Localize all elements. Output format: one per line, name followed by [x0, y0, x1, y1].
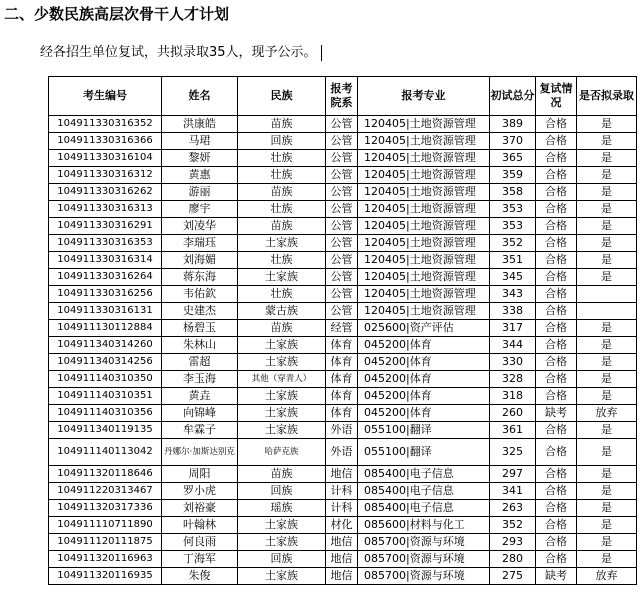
cell-score: 345 — [490, 269, 536, 286]
cell-retest: 合格 — [536, 201, 577, 218]
cell-name: 周阳 — [162, 466, 238, 483]
cell-department: 地信 — [326, 534, 358, 551]
table-row — [49, 439, 637, 466]
cell-admitted: 是 — [577, 116, 637, 133]
cell-department: 外语 — [326, 422, 358, 439]
cell-name: 丹娜尔·加斯达别克 — [162, 439, 238, 466]
table-row — [49, 150, 637, 167]
cell-ethnicity: 土家族 — [238, 235, 326, 252]
cell-retest: 合格 — [536, 235, 577, 252]
cell-score: 361 — [490, 422, 536, 439]
cell-major: 085700|资源与环境 — [358, 551, 490, 568]
table-row — [49, 167, 637, 184]
cell-department: 公管 — [326, 167, 358, 184]
table-row — [49, 133, 637, 150]
cell-id: 104911330316353 — [49, 235, 162, 252]
cell-ethnicity: 土家族 — [238, 337, 326, 354]
cell-ethnicity: 蒙古族 — [238, 303, 326, 320]
cell-admitted: 是 — [577, 235, 637, 252]
table-body — [49, 116, 637, 585]
cell-score: 352 — [490, 517, 536, 534]
cell-retest: 合格 — [536, 218, 577, 235]
cell-major: 120405|土地资源管理 — [358, 269, 490, 286]
cell-major: 120405|土地资源管理 — [358, 218, 490, 235]
cell-department: 公管 — [326, 116, 358, 133]
cell-department: 公管 — [326, 150, 358, 167]
cell-major: 120405|土地资源管理 — [358, 201, 490, 218]
cell-id: 104911330316264 — [49, 269, 162, 286]
cell-admitted: 是 — [577, 337, 637, 354]
cell-id: 104911320116963 — [49, 551, 162, 568]
table-row — [49, 517, 637, 534]
cell-admitted: 是 — [577, 534, 637, 551]
cell-admitted: 是 — [577, 517, 637, 534]
cell-name: 朱俊 — [162, 568, 238, 585]
cell-name: 韦佑欽 — [162, 286, 238, 303]
cell-department: 公管 — [326, 201, 358, 218]
cell-major: 055100|翻译 — [358, 439, 490, 466]
cell-score: 358 — [490, 184, 536, 201]
cell-name: 罗小虎 — [162, 483, 238, 500]
table-row — [49, 201, 637, 218]
cell-admitted: 是 — [577, 133, 637, 150]
cell-id: 104911140310351 — [49, 388, 162, 405]
table-row — [49, 218, 637, 235]
notice-line — [40, 44, 322, 62]
cell-ethnicity: 土家族 — [238, 534, 326, 551]
header-admitted: 是否拟录取 — [577, 77, 637, 116]
cell-id: 104911320116935 — [49, 568, 162, 585]
cell-score: 263 — [490, 500, 536, 517]
cell-id: 104911330316131 — [49, 303, 162, 320]
cell-score: 328 — [490, 371, 536, 388]
cell-id: 104911340314260 — [49, 337, 162, 354]
table-row — [49, 303, 637, 320]
cell-department: 体育 — [326, 337, 358, 354]
cell-department: 地信 — [326, 551, 358, 568]
cell-name: 马珺 — [162, 133, 238, 150]
cell-department: 地信 — [326, 568, 358, 585]
cell-retest: 合格 — [536, 466, 577, 483]
cell-id: 104911330316314 — [49, 252, 162, 269]
cell-ethnicity: 土家族 — [238, 354, 326, 371]
cell-major: 085400|电子信息 — [358, 500, 490, 517]
table-row — [49, 534, 637, 551]
cell-score: 317 — [490, 320, 536, 337]
cell-name: 黄惠 — [162, 167, 238, 184]
cell-major: 120405|土地资源管理 — [358, 235, 490, 252]
cell-department: 计科 — [326, 483, 358, 500]
header-retest: 复试情况 — [536, 77, 577, 116]
cell-retest: 合格 — [536, 269, 577, 286]
cell-retest: 合格 — [536, 517, 577, 534]
cell-admitted: 是 — [577, 184, 637, 201]
cell-department: 体育 — [326, 354, 358, 371]
cell-retest: 合格 — [536, 252, 577, 269]
cell-score: 353 — [490, 218, 536, 235]
cell-major: 085400|电子信息 — [358, 466, 490, 483]
cell-major: 120405|土地资源管理 — [358, 252, 490, 269]
cell-department: 计科 — [326, 500, 358, 517]
cell-admitted: 是 — [577, 483, 637, 500]
cell-id: 104911120111875 — [49, 534, 162, 551]
cell-retest: 合格 — [536, 388, 577, 405]
table-row — [49, 405, 637, 422]
cell-name: 刘裕豪 — [162, 500, 238, 517]
cell-name: 丁海军 — [162, 551, 238, 568]
cell-score: 370 — [490, 133, 536, 150]
cell-major: 025600|资产评估 — [358, 320, 490, 337]
cell-id: 104911320118646 — [49, 466, 162, 483]
cell-major: 045200|体育 — [358, 371, 490, 388]
header-name: 姓名 — [162, 77, 238, 116]
cell-ethnicity: 苗族 — [238, 116, 326, 133]
cell-name: 刘凌华 — [162, 218, 238, 235]
cell-department: 体育 — [326, 405, 358, 422]
cell-retest: 合格 — [536, 116, 577, 133]
cell-score: 297 — [490, 466, 536, 483]
cell-retest: 合格 — [536, 483, 577, 500]
cell-score: 365 — [490, 150, 536, 167]
table-row — [49, 483, 637, 500]
cell-major: 085400|电子信息 — [358, 483, 490, 500]
table-header-row — [49, 77, 637, 116]
table-row — [49, 551, 637, 568]
cell-score: 351 — [490, 252, 536, 269]
cell-department: 体育 — [326, 388, 358, 405]
table-row — [49, 116, 637, 133]
cell-ethnicity: 土家族 — [238, 422, 326, 439]
header-score: 初试总分 — [490, 77, 536, 116]
cell-name: 李玉海 — [162, 371, 238, 388]
cell-id: 104911140310350 — [49, 371, 162, 388]
cell-admitted: 是 — [577, 551, 637, 568]
admission-table — [48, 76, 637, 585]
cell-score: 341 — [490, 483, 536, 500]
cell-score: 359 — [490, 167, 536, 184]
cell-name: 刘海媚 — [162, 252, 238, 269]
cell-id: 104911140113042 — [49, 439, 162, 466]
cell-major: 045200|体育 — [358, 405, 490, 422]
cell-department: 公管 — [326, 218, 358, 235]
cell-admitted: 是 — [577, 320, 637, 337]
cell-retest: 缺考 — [536, 568, 577, 585]
table-row — [49, 371, 637, 388]
cell-name: 雷超 — [162, 354, 238, 371]
cell-name: 游丽 — [162, 184, 238, 201]
cell-score: 352 — [490, 235, 536, 252]
cell-score: 343 — [490, 286, 536, 303]
cell-score: 338 — [490, 303, 536, 320]
cell-major: 045200|体育 — [358, 388, 490, 405]
cell-major: 085600|材料与化工 — [358, 517, 490, 534]
table-row — [49, 500, 637, 517]
cell-major: 045200|体育 — [358, 354, 490, 371]
cell-ethnicity: 壮族 — [238, 167, 326, 184]
table-row — [49, 568, 637, 585]
cell-score: 353 — [490, 201, 536, 218]
cell-retest: 合格 — [536, 337, 577, 354]
cell-retest: 合格 — [536, 303, 577, 320]
cell-admitted: 是 — [577, 201, 637, 218]
cell-ethnicity: 苗族 — [238, 218, 326, 235]
cell-ethnicity: 壮族 — [238, 150, 326, 167]
cell-admitted: 是 — [577, 218, 637, 235]
cell-ethnicity: 苗族 — [238, 184, 326, 201]
cell-name: 洪康皓 — [162, 116, 238, 133]
cell-name: 蒋东海 — [162, 269, 238, 286]
cell-score: 293 — [490, 534, 536, 551]
cell-score: 325 — [490, 439, 536, 466]
cell-name: 廖宇 — [162, 201, 238, 218]
cell-id: 104911330316312 — [49, 167, 162, 184]
cell-admitted: 是 — [577, 371, 637, 388]
cell-ethnicity: 壮族 — [238, 286, 326, 303]
cell-id: 104911110711890 — [49, 517, 162, 534]
header-major: 报考专业 — [358, 77, 490, 116]
cell-admitted: 是 — [577, 167, 637, 184]
cell-department: 经管 — [326, 320, 358, 337]
cell-admitted: 是 — [577, 422, 637, 439]
cell-ethnicity: 其他（穿青人） — [238, 371, 326, 388]
cell-retest: 合格 — [536, 167, 577, 184]
cell-admitted: 是 — [577, 388, 637, 405]
cell-retest: 合格 — [536, 551, 577, 568]
cell-department: 地信 — [326, 466, 358, 483]
cell-admitted: 放弃 — [577, 405, 637, 422]
cell-department: 公管 — [326, 252, 358, 269]
cell-major: 120405|土地资源管理 — [358, 303, 490, 320]
table-row — [49, 337, 637, 354]
cell-id: 104911340119135 — [49, 422, 162, 439]
cell-ethnicity: 土家族 — [238, 568, 326, 585]
cell-major: 045200|体育 — [358, 337, 490, 354]
cell-admitted: 是 — [577, 439, 637, 466]
cell-department: 体育 — [326, 371, 358, 388]
cell-name: 杨碧玉 — [162, 320, 238, 337]
cell-id: 104911330316291 — [49, 218, 162, 235]
cell-admitted: 是 — [577, 150, 637, 167]
cell-retest: 缺考 — [536, 405, 577, 422]
cell-retest: 合格 — [536, 439, 577, 466]
table-row — [49, 286, 637, 303]
cell-ethnicity: 土家族 — [238, 388, 326, 405]
table-row — [49, 354, 637, 371]
cell-ethnicity: 回族 — [238, 483, 326, 500]
cell-admitted: 是 — [577, 354, 637, 371]
cell-ethnicity: 土家族 — [238, 405, 326, 422]
cell-retest: 合格 — [536, 422, 577, 439]
cell-admitted: 是 — [577, 466, 637, 483]
cell-department: 公管 — [326, 235, 358, 252]
header-department: 报考院系 — [326, 77, 358, 116]
cell-score: 389 — [490, 116, 536, 133]
cell-retest: 合格 — [536, 354, 577, 371]
cell-major: 120405|土地资源管理 — [358, 167, 490, 184]
table-row — [49, 466, 637, 483]
cell-retest: 合格 — [536, 133, 577, 150]
cell-admitted: 是 — [577, 252, 637, 269]
cell-name: 叶翰林 — [162, 517, 238, 534]
header-ethnicity: 民族 — [238, 77, 326, 116]
table-row — [49, 184, 637, 201]
cell-name: 何良雨 — [162, 534, 238, 551]
cell-id: 104911330316313 — [49, 201, 162, 218]
cell-admitted: 是 — [577, 500, 637, 517]
cell-department: 外语 — [326, 439, 358, 466]
cell-admitted — [577, 286, 637, 303]
cell-name: 李瑞珏 — [162, 235, 238, 252]
cell-ethnicity: 壮族 — [238, 252, 326, 269]
cell-id: 104911340314256 — [49, 354, 162, 371]
cell-admitted: 是 — [577, 269, 637, 286]
cell-major: 085700|资源与环境 — [358, 534, 490, 551]
cell-retest: 合格 — [536, 371, 577, 388]
cell-score: 318 — [490, 388, 536, 405]
cell-ethnicity: 瑶族 — [238, 500, 326, 517]
cell-id: 104911330316352 — [49, 116, 162, 133]
cell-id: 104911220313467 — [49, 483, 162, 500]
cell-score: 330 — [490, 354, 536, 371]
cell-department: 公管 — [326, 286, 358, 303]
cell-department: 公管 — [326, 133, 358, 150]
cell-retest: 合格 — [536, 184, 577, 201]
cell-ethnicity: 苗族 — [238, 320, 326, 337]
table-row — [49, 269, 637, 286]
cell-id: 104911330316256 — [49, 286, 162, 303]
cell-major: 085700|资源与环境 — [358, 568, 490, 585]
cell-major: 120405|土地资源管理 — [358, 133, 490, 150]
cell-ethnicity: 壮族 — [238, 201, 326, 218]
cell-ethnicity: 哈萨克族 — [238, 439, 326, 466]
cell-ethnicity: 土家族 — [238, 269, 326, 286]
cell-ethnicity: 回族 — [238, 551, 326, 568]
table-row — [49, 252, 637, 269]
cell-name: 朱林山 — [162, 337, 238, 354]
cell-name: 黄垚 — [162, 388, 238, 405]
cell-score: 280 — [490, 551, 536, 568]
cell-major: 120405|土地资源管理 — [358, 116, 490, 133]
table-row — [49, 388, 637, 405]
cell-retest: 合格 — [536, 150, 577, 167]
cell-score: 260 — [490, 405, 536, 422]
cell-ethnicity: 回族 — [238, 133, 326, 150]
cell-id: 104911330316262 — [49, 184, 162, 201]
cell-department: 公管 — [326, 184, 358, 201]
cell-name: 黎妍 — [162, 150, 238, 167]
cell-id: 104911140310356 — [49, 405, 162, 422]
header-id: 考生编号 — [49, 77, 162, 116]
cell-department: 公管 — [326, 269, 358, 286]
cell-score: 344 — [490, 337, 536, 354]
cell-id: 104911130112884 — [49, 320, 162, 337]
cell-department: 公管 — [326, 303, 358, 320]
section-title: 二、少数民族高层次骨干人才计划 — [4, 5, 230, 23]
notice-text: 经各招生单位复试，共拟录取35人，现予公示。 — [40, 45, 317, 60]
cell-score: 275 — [490, 568, 536, 585]
table-row — [49, 422, 637, 439]
cell-major: 055100|翻译 — [358, 422, 490, 439]
cell-id: 104911320317336 — [49, 500, 162, 517]
cell-ethnicity: 土家族 — [238, 517, 326, 534]
table-row — [49, 320, 637, 337]
cell-id: 104911330316104 — [49, 150, 162, 167]
cell-name: 向锦峰 — [162, 405, 238, 422]
cell-retest: 合格 — [536, 286, 577, 303]
cell-name: 史建杰 — [162, 303, 238, 320]
cell-major: 120405|土地资源管理 — [358, 150, 490, 167]
cell-department: 材化 — [326, 517, 358, 534]
cell-ethnicity: 苗族 — [238, 466, 326, 483]
cell-admitted: 放弃 — [577, 568, 637, 585]
cell-major: 120405|土地资源管理 — [358, 184, 490, 201]
cell-retest: 合格 — [536, 534, 577, 551]
cell-major: 120405|土地资源管理 — [358, 286, 490, 303]
text-cursor — [321, 45, 322, 61]
cell-id: 104911330316366 — [49, 133, 162, 150]
cell-name: 牟霖子 — [162, 422, 238, 439]
cell-retest: 合格 — [536, 500, 577, 517]
table-row — [49, 235, 637, 252]
cell-admitted — [577, 303, 637, 320]
cell-retest: 合格 — [536, 320, 577, 337]
